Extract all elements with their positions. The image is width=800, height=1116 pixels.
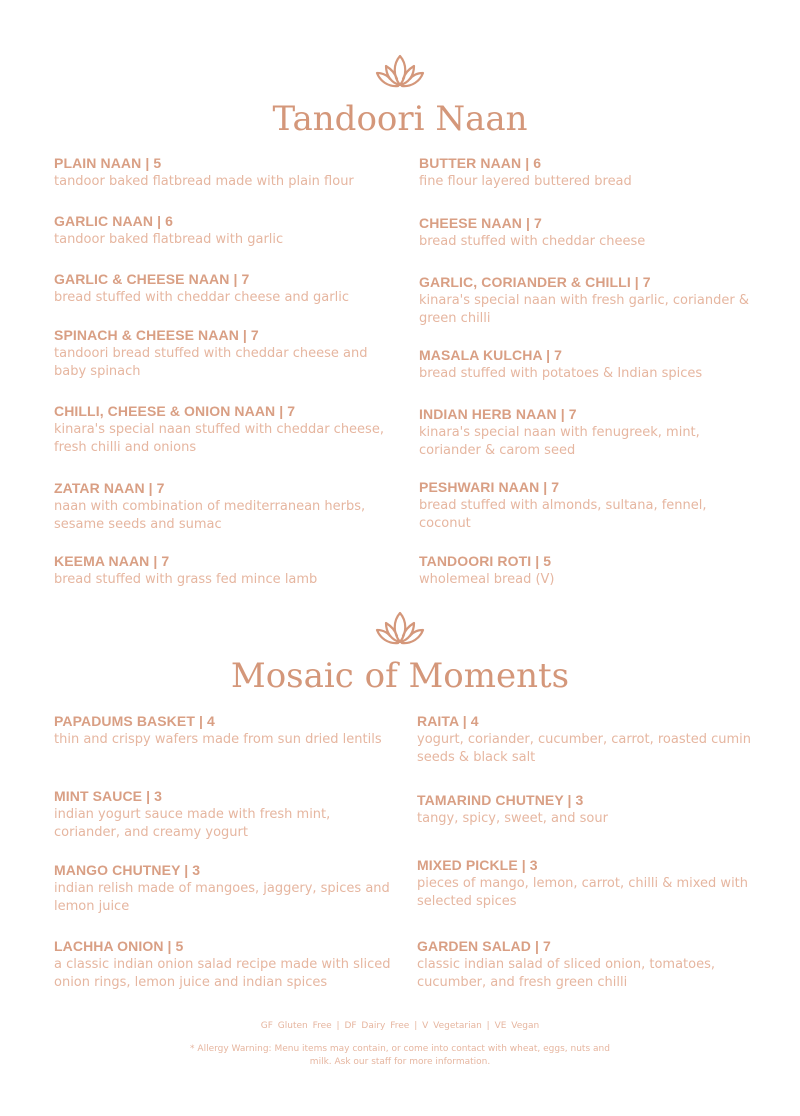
menu-item: [419, 214, 759, 251]
menu-item: [419, 273, 759, 328]
item-description: classic indian salad of sliced onion, tomatoes, cucumber, and fresh green chilli: [417, 957, 716, 990]
item-description: bread stuffed with potatoes & Indian spices: [419, 366, 703, 381]
menu-item: [54, 479, 394, 534]
item-description: tandoor baked flatbread with garlic: [54, 232, 284, 247]
menu-item: [419, 478, 759, 533]
item-description: kinara's special naan stuffed with cheddar cheese, fresh chilli and onions: [54, 422, 384, 455]
menu-item: [54, 270, 394, 307]
item-description: bread stuffed with almonds, sultana, fennel, coconut: [419, 498, 707, 531]
menu-item: [419, 154, 759, 191]
item-name: KEEMA NAAN | 7: [54, 553, 170, 569]
lotus-icon: [374, 609, 426, 649]
item-description: tandoor baked flatbread made with plain flour: [54, 174, 354, 189]
menu-item: [417, 856, 757, 911]
item-name: BUTTER NAAN | 6: [419, 155, 542, 171]
section-title-mosaic-of-moments: Mosaic of Moments: [230, 656, 570, 696]
item-description: naan with combination of mediterranean herbs, sesame seeds and sumac: [54, 499, 366, 532]
item-name: CHEESE NAAN | 7: [419, 215, 542, 231]
menu-item: [417, 791, 757, 828]
item-description: tangy, spicy, sweet, and sour: [417, 811, 608, 826]
item-description: bread stuffed with cheddar cheese: [419, 234, 646, 249]
item-description: a classic indian onion salad recipe made with sliced onion rings, lemon juice and indian spices: [54, 957, 391, 990]
item-description: fine flour layered buttered bread: [419, 174, 632, 189]
item-name: INDIAN HERB NAAN | 7: [419, 406, 577, 422]
item-description: bread stuffed with cheddar cheese and garlic: [54, 290, 349, 305]
menu-item: [54, 402, 394, 457]
item-name: MANGO CHUTNEY | 3: [54, 862, 201, 878]
item-name: GARLIC & CHEESE NAAN | 7: [54, 271, 250, 287]
menu-item: [54, 787, 394, 842]
item-name: GARLIC NAAN | 6: [54, 213, 173, 229]
item-description: thin and crispy wafers made from sun dried lentils: [54, 732, 382, 747]
item-name: MIXED PICKLE | 3: [417, 857, 538, 873]
item-description: wholemeal bread (V): [419, 572, 555, 587]
item-name: CHILLI, CHEESE & ONION NAAN | 7: [54, 403, 296, 419]
item-description: kinara's special naan with fenugreek, mint, coriander & carom seed: [419, 425, 700, 458]
item-description: indian yogurt sauce made with fresh mint, coriander, and creamy yogurt: [54, 807, 331, 840]
allergy-warning: * Allergy Warning: Menu items may contain, or come into contact with wheat, eggs, nuts and milk. Ask our staff for more information.: [190, 1044, 610, 1067]
dietary-legend: GF Gluten Free | DF Dairy Free | V Vegetarian | VE Vegan: [260, 1021, 540, 1031]
menu-item: [54, 552, 394, 589]
item-name: SPINACH & CHEESE NAAN | 7: [54, 327, 259, 343]
item-name: LACHHA ONION | 5: [54, 938, 184, 954]
lotus-icon: [374, 52, 426, 92]
item-name: TAMARIND CHUTNEY | 3: [417, 792, 584, 808]
menu-item: [54, 212, 394, 249]
menu-item: [54, 154, 394, 191]
item-name: ZATAR NAAN | 7: [54, 480, 165, 496]
item-name: PAPADUMS BASKET | 4: [54, 713, 215, 729]
item-description: yogurt, coriander, cucumber, carrot, roasted cumin seeds & black salt: [417, 732, 752, 765]
item-name: MINT SAUCE | 3: [54, 788, 162, 804]
menu-item: [419, 346, 759, 383]
item-name: GARLIC, CORIANDER & CHILLI | 7: [419, 274, 651, 290]
item-description: kinara's special naan with fresh garlic, coriander & green chilli: [419, 293, 749, 326]
item-description: bread stuffed with grass fed mince lamb: [54, 572, 318, 587]
item-description: pieces of mango, lemon, carrot, chilli & mixed with selected spices: [417, 876, 749, 909]
item-name: TANDOORI ROTI | 5: [419, 553, 552, 569]
menu-item: [419, 552, 759, 589]
item-name: RAITA | 4: [417, 713, 479, 729]
menu-item: [54, 326, 394, 381]
item-name: GARDEN SALAD | 7: [417, 938, 551, 954]
menu-item: [54, 712, 394, 749]
item-description: tandoori bread stuffed with cheddar cheese and baby spinach: [54, 346, 368, 379]
menu-item: [417, 712, 757, 767]
item-name: PLAIN NAAN | 5: [54, 155, 162, 171]
item-name: MASALA KULCHA | 7: [419, 347, 563, 363]
item-name: PESHWARI NAAN | 7: [419, 479, 560, 495]
menu-item: [54, 861, 394, 916]
menu-item: [419, 405, 759, 460]
menu-item: [417, 937, 757, 992]
section-title-tandoori-naan: Tandoori Naan: [272, 99, 528, 139]
item-description: indian relish made of mangoes, jaggery, spices and lemon juice: [54, 881, 390, 914]
menu-item: [54, 937, 394, 992]
